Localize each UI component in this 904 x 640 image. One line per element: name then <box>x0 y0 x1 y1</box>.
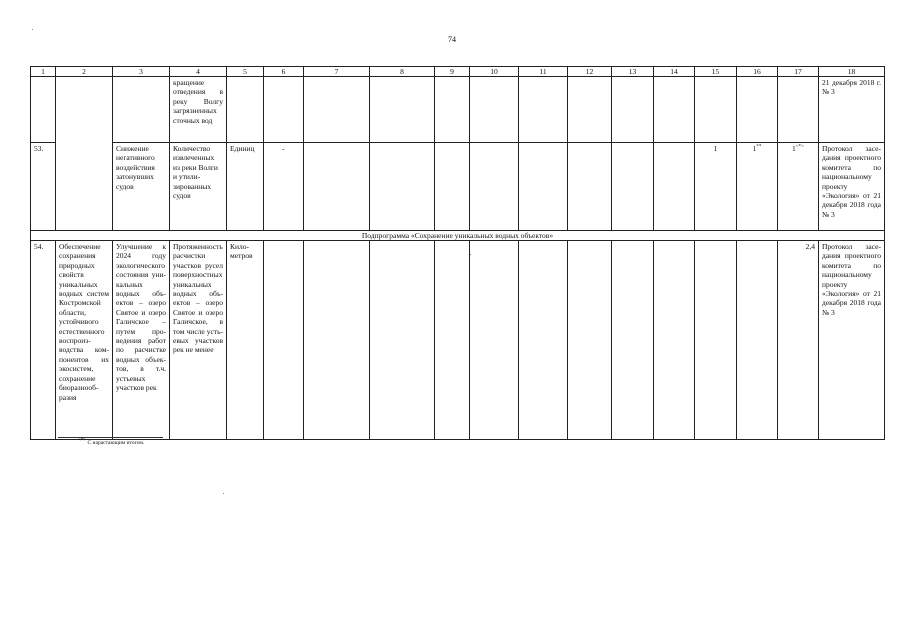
footnote-mark: ** <box>756 144 762 150</box>
table-cell <box>370 77 435 143</box>
table-cell <box>470 77 519 143</box>
table-cell <box>612 77 654 143</box>
table-cell <box>370 143 435 231</box>
table-cell <box>519 143 568 231</box>
value-text: 1 <box>792 144 796 153</box>
table-cell <box>519 77 568 143</box>
scan-speck <box>470 254 471 255</box>
column-number: 9 <box>435 67 470 77</box>
column-number: 12 <box>568 67 612 77</box>
table-cell <box>778 77 819 143</box>
table-cell <box>568 77 612 143</box>
scan-speck <box>223 493 224 494</box>
table-cell <box>31 77 56 143</box>
column-number-row <box>31 67 885 77</box>
table-cell <box>435 241 470 440</box>
column-number: 3 <box>113 67 170 77</box>
indicators-table <box>30 66 885 440</box>
column-number: 18 <box>819 67 885 77</box>
page-number: 74 <box>448 35 456 44</box>
table-cell <box>470 241 519 440</box>
footnote-text: С нарастающим итогом. <box>86 440 145 446</box>
source-document-cell: 21 декабря 2018 г. № 3 <box>819 77 885 143</box>
source-document-cell: Протокол заседания проектного комитета по национальному проекту «Экология» от 21 декабря 2018 года № 3 <box>819 241 885 440</box>
table-cell <box>304 143 370 231</box>
table-cell <box>654 241 695 440</box>
column-number: 14 <box>654 67 695 77</box>
subprogram-row <box>31 231 885 241</box>
column-number: 7 <box>304 67 370 77</box>
value-cell <box>778 143 819 231</box>
table-cell <box>612 143 654 231</box>
column-number: 4 <box>170 67 227 77</box>
column-number: 5 <box>227 67 264 77</box>
column-number: 16 <box>737 67 778 77</box>
footnote <box>78 440 144 446</box>
value-cell: 1 <box>695 143 737 231</box>
value-cell <box>737 143 778 231</box>
column-number: 2 <box>56 67 113 77</box>
table-cell <box>435 77 470 143</box>
value-cell: 2,4 <box>778 241 819 440</box>
indicator-name-cell: Протяженность расчистки участков русел поверхностных уникальных водных объектов – озеро Святое и озеро Галичское, в том числе устьевых участков рек не менее <box>170 241 227 440</box>
table-cell <box>435 143 470 231</box>
table-cell <box>264 77 304 143</box>
footnote-divider <box>58 437 163 438</box>
table-cell <box>612 241 654 440</box>
table-cell <box>695 77 737 143</box>
value-cell: - <box>264 143 304 231</box>
task-cell: Улучшение к 2024 году экологического состояния уникальных водных объектов – озеро Святое и озеро Галичское – путем проведения работ по расчистке водных объектов, в т.ч. устьевых участков рек <box>113 241 170 440</box>
column-number: 11 <box>519 67 568 77</box>
goal-cell: Обеспечение сохранения природных свойств уникальных водных систем Костромской области, устойчивого естественного воспроизводства компонентов их экосистем, сохранение биоразнообразия <box>56 241 113 440</box>
column-number: 10 <box>470 67 519 77</box>
unit-cell: Единиц <box>227 143 264 231</box>
table-row <box>31 143 885 231</box>
table-cell <box>737 77 778 143</box>
column-number: 13 <box>612 67 654 77</box>
table-cell <box>264 241 304 440</box>
table-cell <box>695 241 737 440</box>
table-row <box>31 241 885 440</box>
table-cell <box>470 143 519 231</box>
table-cell <box>568 241 612 440</box>
value-text: 1 <box>752 144 757 153</box>
table-cell <box>737 241 778 440</box>
table-cell <box>654 143 695 231</box>
table-cell <box>370 241 435 440</box>
subprogram-title: Подпрограмма «Сохранение уникальных водных объектов» <box>31 231 885 241</box>
table-cell <box>56 77 113 231</box>
table-cell <box>568 143 612 231</box>
source-document-cell: Протокол заседания проектного комитета по национальному проекту «Экология» от 21 декабря 2018 года № 3 <box>819 143 885 231</box>
table-cell <box>113 77 170 143</box>
column-number: 8 <box>370 67 435 77</box>
column-number: 1 <box>31 67 56 77</box>
footnote-mark: <*> <box>795 144 804 150</box>
indicator-name-cell: Количество извлеченных из реки Волги и утилизированных судов <box>170 143 227 231</box>
table-cell <box>304 241 370 440</box>
table-cell <box>654 77 695 143</box>
indicator-name-cell: кращение отведения в реку Волгу загрязненных сточных вод <box>170 77 227 143</box>
task-cell: Снижение негативного воздействия затонувших судов <box>113 143 170 231</box>
row-number-cell: 54. <box>31 241 56 440</box>
scan-speck <box>32 29 33 30</box>
row-number-cell: 53. <box>31 143 56 231</box>
unit-cell: Километров <box>227 241 264 440</box>
footnote-mark: <*> <box>78 438 87 444</box>
table-row <box>31 77 885 143</box>
table-cell <box>227 77 264 143</box>
table-cell <box>304 77 370 143</box>
column-number: 15 <box>695 67 737 77</box>
table-cell <box>519 241 568 440</box>
column-number: 6 <box>264 67 304 77</box>
column-number: 17 <box>778 67 819 77</box>
